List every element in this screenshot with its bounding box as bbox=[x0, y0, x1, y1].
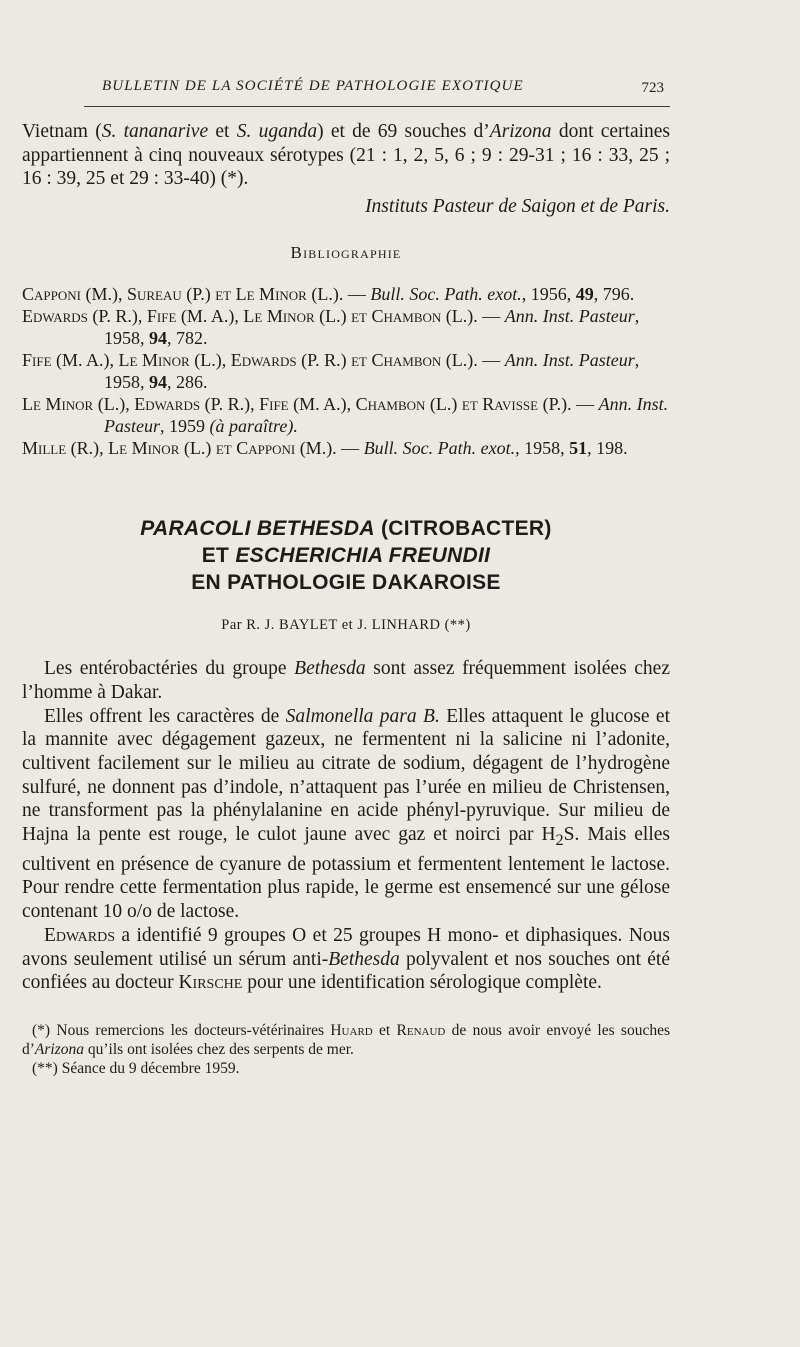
reference-item bbox=[22, 305, 670, 349]
text: et bbox=[372, 1021, 397, 1039]
species-name: Salmonella para B. bbox=[285, 705, 440, 727]
species-name: Bethesda bbox=[294, 658, 366, 680]
text: de nous avoir envoyé les souches d’ bbox=[22, 1021, 671, 1058]
ref-volume: 49 bbox=[575, 283, 594, 304]
title-line bbox=[22, 515, 670, 542]
title-text: (CITROBACTER) bbox=[374, 516, 552, 540]
body-paragraph bbox=[22, 657, 670, 704]
ref-journal: Ann. Inst. Pasteur bbox=[104, 393, 669, 436]
species-name: S. tananarive bbox=[101, 121, 209, 142]
text: a identifié 9 groupes O et 25 groupes H mono- et diphasiques. Nous avons seulement utilisé un sérum anti- bbox=[22, 924, 670, 970]
article-title bbox=[22, 515, 670, 596]
bibliography-heading: Bibliographie bbox=[290, 242, 402, 262]
title-italic: PARACOLI BETHESDA bbox=[140, 516, 375, 540]
title-line: EN PATHOLOGIE DAKAROISE bbox=[191, 570, 501, 594]
species-name: Arizona bbox=[34, 1040, 85, 1058]
body-paragraph bbox=[22, 705, 670, 924]
text: Vietnam ( bbox=[22, 121, 102, 142]
ref-pages: , 198. bbox=[587, 437, 628, 458]
ref-status: (à paraître). bbox=[209, 415, 298, 436]
main-text bbox=[22, 120, 670, 1078]
footnotes bbox=[22, 1021, 670, 1078]
text: Elles offrent les caractères de bbox=[44, 705, 286, 727]
title-text: ET bbox=[201, 543, 236, 567]
ref-authors: Capponi (M.), Sureau (P.) et Le Minor (L.). — bbox=[22, 283, 371, 304]
ref-pages: , 796. bbox=[593, 283, 635, 304]
text: (*) Nous remercions les docteurs-vétérinaires bbox=[32, 1021, 331, 1039]
person-name: Renaud bbox=[396, 1021, 446, 1039]
ref-year: , 1958, bbox=[515, 437, 570, 458]
ref-year: , 1958, bbox=[104, 305, 640, 348]
ref-authors: Edwards (P. R.), Fife (M. A.), Le Minor (L.) et Chambon (L.). — bbox=[22, 305, 505, 326]
person-name: Huard bbox=[330, 1021, 373, 1039]
footnote: (**) Séance du 9 décembre 1959. bbox=[32, 1059, 240, 1077]
title-italic: ESCHERICHIA FREUNDII bbox=[235, 543, 491, 567]
ref-year: , 1959 bbox=[160, 415, 210, 436]
ref-journal: Ann. Inst. Pasteur bbox=[504, 349, 635, 370]
species-name: Bethesda bbox=[328, 948, 400, 970]
ref-authors: Fife (M. A.), Le Minor (L.), Edwards (P. R.) et Chambon (L.). — bbox=[22, 349, 505, 370]
species-name: Arizona bbox=[489, 121, 552, 142]
ref-journal: Bull. Soc. Path. exot. bbox=[363, 437, 516, 458]
running-title: BULLETIN DE LA SOCIÉTÉ DE PATHOLOGIE EXOTIQUE bbox=[102, 78, 524, 94]
ref-journal: Ann. Inst. Pasteur bbox=[504, 305, 635, 326]
text: pour une identification sérologique complète. bbox=[242, 972, 602, 994]
reference-item bbox=[22, 437, 670, 459]
text: dont certaines appartiennent à cinq nouveaux sérotypes (21 : 1, 2, 5, 6 ; 9 : 29-31 ; 16 : 33, 25 ; 16 : 39, 25 et 29 : 33-40) (*). bbox=[22, 121, 671, 190]
title-line bbox=[22, 542, 670, 569]
ref-pages: , 782. bbox=[167, 327, 208, 348]
reference-item bbox=[22, 349, 670, 393]
ref-journal: Bull. Soc. Path. exot. bbox=[370, 283, 522, 304]
ref-volume: 51 bbox=[569, 437, 588, 458]
text: Les entérobactéries du groupe bbox=[44, 658, 295, 680]
header-rule bbox=[84, 106, 670, 107]
author-name: Edwards bbox=[44, 924, 116, 946]
intro-paragraph bbox=[22, 120, 670, 191]
ref-year: , 1958, bbox=[104, 349, 640, 392]
bibliography-list bbox=[22, 283, 670, 459]
byline: Par R. J. BAYLET et J. LINHARD (**) bbox=[221, 616, 471, 633]
text: et bbox=[208, 121, 237, 142]
ref-pages: , 286. bbox=[167, 371, 208, 392]
institution-signature: Instituts Pasteur de Saigon et de Paris. bbox=[365, 196, 670, 218]
ref-authors: Le Minor (L.), Edwards (P. R.), Fife (M. A.), Chambon (L.) et Ravisse (P.). — bbox=[22, 393, 599, 414]
ref-authors: Mille (R.), Le Minor (L.) et Capponi (M.). — bbox=[22, 437, 364, 458]
running-header bbox=[84, 78, 664, 108]
text: sont assez fréquemment isolées chez l’homme à Dakar. bbox=[22, 658, 670, 703]
reference-item bbox=[22, 283, 670, 305]
author-name: Kirsche bbox=[178, 972, 243, 994]
subscript: 2 bbox=[555, 831, 564, 850]
species-name: S. uganda bbox=[236, 121, 318, 142]
page-number: 723 bbox=[641, 80, 664, 96]
ref-volume: 94 bbox=[149, 327, 167, 348]
ref-volume: 94 bbox=[149, 371, 167, 392]
text: polyvalent et nos souches ont été confiées au docteur bbox=[22, 948, 670, 994]
footnote bbox=[22, 1021, 670, 1059]
text: ) et de 69 souches d’ bbox=[317, 121, 490, 142]
text: S. Mais elles cultivent en présence de cyanure de potassium et fermentent lentement le lactose. Pour rendre cette fermentation plus rapide, le germe est ensemencé sur une gélose contenant 10 o/o de lactose. bbox=[22, 824, 670, 923]
ref-year: , 1956, bbox=[521, 283, 576, 304]
text: Elles attaquent le glucose et la mannite avec dégagement gazeux, ne fermentent ni la salicine ni l’adonite, cultivent facilement sur le milieu au citrate de sodium, dégagent de l’hydrogène sulfuré, ne donnent pas d’indole, n’attaquent pas l’urée en milieu de Christensen, ne transforment pas la phénylalanine en acide phényl-pyruvique. Sur milieu de Hajna la pente est rouge, le culot jaune avec gaz et noirci par H bbox=[22, 705, 671, 846]
reference-item bbox=[22, 393, 670, 437]
body-paragraph bbox=[22, 924, 670, 995]
text: qu’ils ont isolées chez des serpents de mer. bbox=[84, 1040, 354, 1058]
